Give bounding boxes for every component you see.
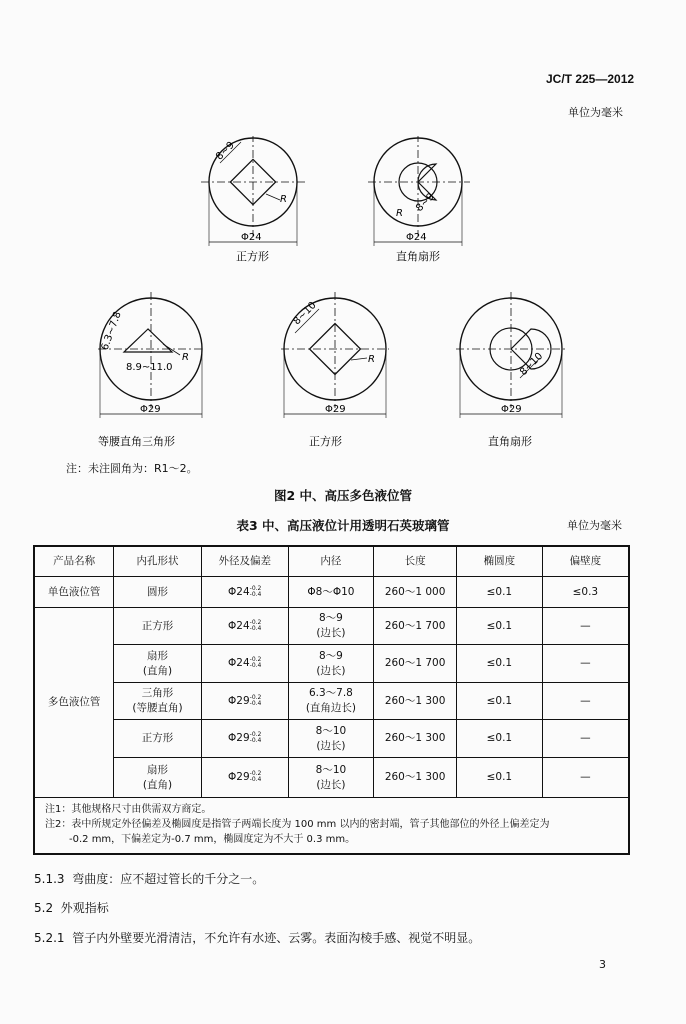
dim-diameter-2: Φ24 <box>406 232 427 243</box>
caption-triangle-29: 等腰直角三角形 <box>98 435 175 448</box>
table-row <box>34 683 629 720</box>
section-text: 外观指标 <box>60 901 109 915</box>
spec-table <box>33 545 630 855</box>
header-ovality: 椭圆度 <box>456 546 542 577</box>
caption-square-24: 正方形 <box>236 250 269 263</box>
radius-label-3: R <box>182 352 189 363</box>
cell-length: 260～1 700 <box>374 645 457 683</box>
tolerance: -0.2 -0.4 <box>249 770 262 783</box>
table-row <box>34 608 629 645</box>
table-row <box>34 720 629 758</box>
dim-diameter-5: Φ29 <box>501 404 522 415</box>
header-product-name: 产品名称 <box>34 546 114 577</box>
cell-shape: 扇形 (直角) <box>114 645 202 683</box>
dim-inner-5: 8~10 <box>518 350 546 379</box>
table-unit-label: 单位为毫米 <box>567 519 622 532</box>
cell-id: 8～9 (边长) <box>288 645 374 683</box>
section-5-2 <box>34 899 109 916</box>
cell-id: 8～10 (边长) <box>288 720 374 758</box>
table-header-row <box>34 546 629 577</box>
cell-id: 8～10 (边长) <box>288 758 374 798</box>
cell-product: 多色液位管 <box>34 608 114 798</box>
table-row <box>34 758 629 798</box>
table-notes <box>34 798 629 855</box>
radius-label-1: R <box>280 194 287 205</box>
cell-ovality: ≤0.1 <box>456 577 542 608</box>
cell-wall: — <box>542 608 629 645</box>
tolerance: -0.2 -0.4 <box>249 693 262 707</box>
figure-note: 注：未注圆角为：R1～2。 <box>66 462 198 475</box>
cell-ovality: ≤0.1 <box>456 683 542 720</box>
section-number: 5.1.3 <box>34 872 65 886</box>
header-inner-diameter: 内径 <box>288 546 374 577</box>
caption-sector-29: 直角扇形 <box>488 435 532 448</box>
figure-sector-29 <box>456 288 568 450</box>
cell-wall: — <box>542 720 629 758</box>
cell-length: 260～1 300 <box>374 683 457 720</box>
dim-diameter-4: Φ29 <box>325 404 346 415</box>
table-notes-row <box>34 798 629 855</box>
caption-sector-24: 直角扇形 <box>396 250 440 263</box>
figure-title: 图2 中、高压多色液位管 <box>273 488 413 503</box>
section-5-2-1 <box>34 929 480 946</box>
cell-od: Φ24-0.2 -0.4 <box>201 577 288 608</box>
cell-od: Φ29-0.2 -0.4 <box>201 758 288 798</box>
cell-length: 260～1 300 <box>374 720 457 758</box>
header-bore-shape: 内孔形状 <box>114 546 202 577</box>
cell-product: 单色液位管 <box>34 577 114 608</box>
cell-od: Φ29-0.2 -0.4 <box>201 720 288 758</box>
cell-wall: ≤0.3 <box>542 577 629 608</box>
table-row <box>34 645 629 683</box>
header-length: 长度 <box>374 546 457 577</box>
dim-inner-3: 6.3~7.8 <box>99 310 124 352</box>
cell-shape: 正方形 <box>114 608 202 645</box>
tolerance: -0.2 -0.4 <box>249 584 262 598</box>
cell-od: Φ24-0.2 -0.4 <box>201 645 288 683</box>
cell-ovality: ≤0.1 <box>456 758 542 798</box>
dim-inner-3b: 8.9~11.0 <box>126 362 173 373</box>
cell-id: Φ8～Φ10 <box>288 577 374 608</box>
dim-inner-1: 8~9 <box>214 139 237 163</box>
figure-sector-24 <box>366 136 476 266</box>
standard-code: JC/T 225—2012 <box>546 72 635 86</box>
cell-id: 8～9 (边长) <box>288 608 374 645</box>
tolerance: -0.2 -0.4 <box>249 618 262 632</box>
cell-ovality: ≤0.1 <box>456 645 542 683</box>
radius-label-4: R <box>368 354 375 365</box>
cell-wall: — <box>542 683 629 720</box>
dim-inner-2: 8~9 <box>414 191 437 215</box>
cell-length: 260～1 000 <box>374 577 457 608</box>
figure-square-24 <box>196 136 316 266</box>
radius-label-2: R <box>396 208 403 219</box>
unit-label-top: 单位为毫米 <box>568 106 623 119</box>
dim-inner-4: 8~10 <box>291 299 319 328</box>
page-number: 3 <box>599 958 606 971</box>
section-text: 管子内外壁要光滑清洁，不允许有水迹、云雾。表面沟棱手感、视觉不明显。 <box>72 931 481 945</box>
section-text: 弯曲度：应不超过管长的千分之一。 <box>72 872 265 886</box>
cell-shape: 圆形 <box>114 577 202 608</box>
header-wall-deviation: 偏壁度 <box>542 546 629 577</box>
cell-ovality: ≤0.1 <box>456 720 542 758</box>
table-note-1: 注1：其他规格尺寸由供需双方商定。 <box>45 804 212 815</box>
figure-square-29 <box>281 288 391 450</box>
cell-wall: — <box>542 758 629 798</box>
cell-id: 6.3～7.8 (直角边长) <box>288 683 374 720</box>
table-note-2: 注2：表中所规定外径偏差及椭圆度是指管子两端长度为 100 mm 以内的密封端，管子其他部位的外径上偏差定为 <box>45 819 550 830</box>
section-5-1-3 <box>34 870 264 887</box>
cell-ovality: ≤0.1 <box>456 608 542 645</box>
cell-shape: 扇形 (直角) <box>114 758 202 798</box>
dim-diameter-1: Φ24 <box>241 232 262 243</box>
header-outer-diameter: 外径及偏差 <box>201 546 288 577</box>
figure-triangle-29 <box>98 288 208 450</box>
cell-length: 260～1 300 <box>374 758 457 798</box>
tolerance: -0.2 -0.4 <box>249 731 262 744</box>
section-number: 5.2 <box>34 901 54 915</box>
cell-od: Φ24-0.2 -0.4 <box>201 608 288 645</box>
cell-wall: — <box>542 645 629 683</box>
tolerance: -0.2 -0.4 <box>249 656 262 669</box>
dim-diameter-3: Φ29 <box>140 404 161 415</box>
section-number: 5.2.1 <box>34 931 65 945</box>
table-note-2-cont: -0.2 mm，下偏差定为-0.7 mm，椭圆度定为不大于 0.3 mm。 <box>69 834 356 845</box>
table-row <box>34 577 629 608</box>
cell-shape: 三角形 (等腰直角) <box>114 683 202 720</box>
caption-square-29: 正方形 <box>309 435 342 448</box>
cell-od: Φ29-0.2 -0.4 <box>201 683 288 720</box>
cell-length: 260～1 700 <box>374 608 457 645</box>
cell-shape: 正方形 <box>114 720 202 758</box>
table-title: 表3 中、高压液位计用透明石英玻璃管 <box>236 518 450 533</box>
